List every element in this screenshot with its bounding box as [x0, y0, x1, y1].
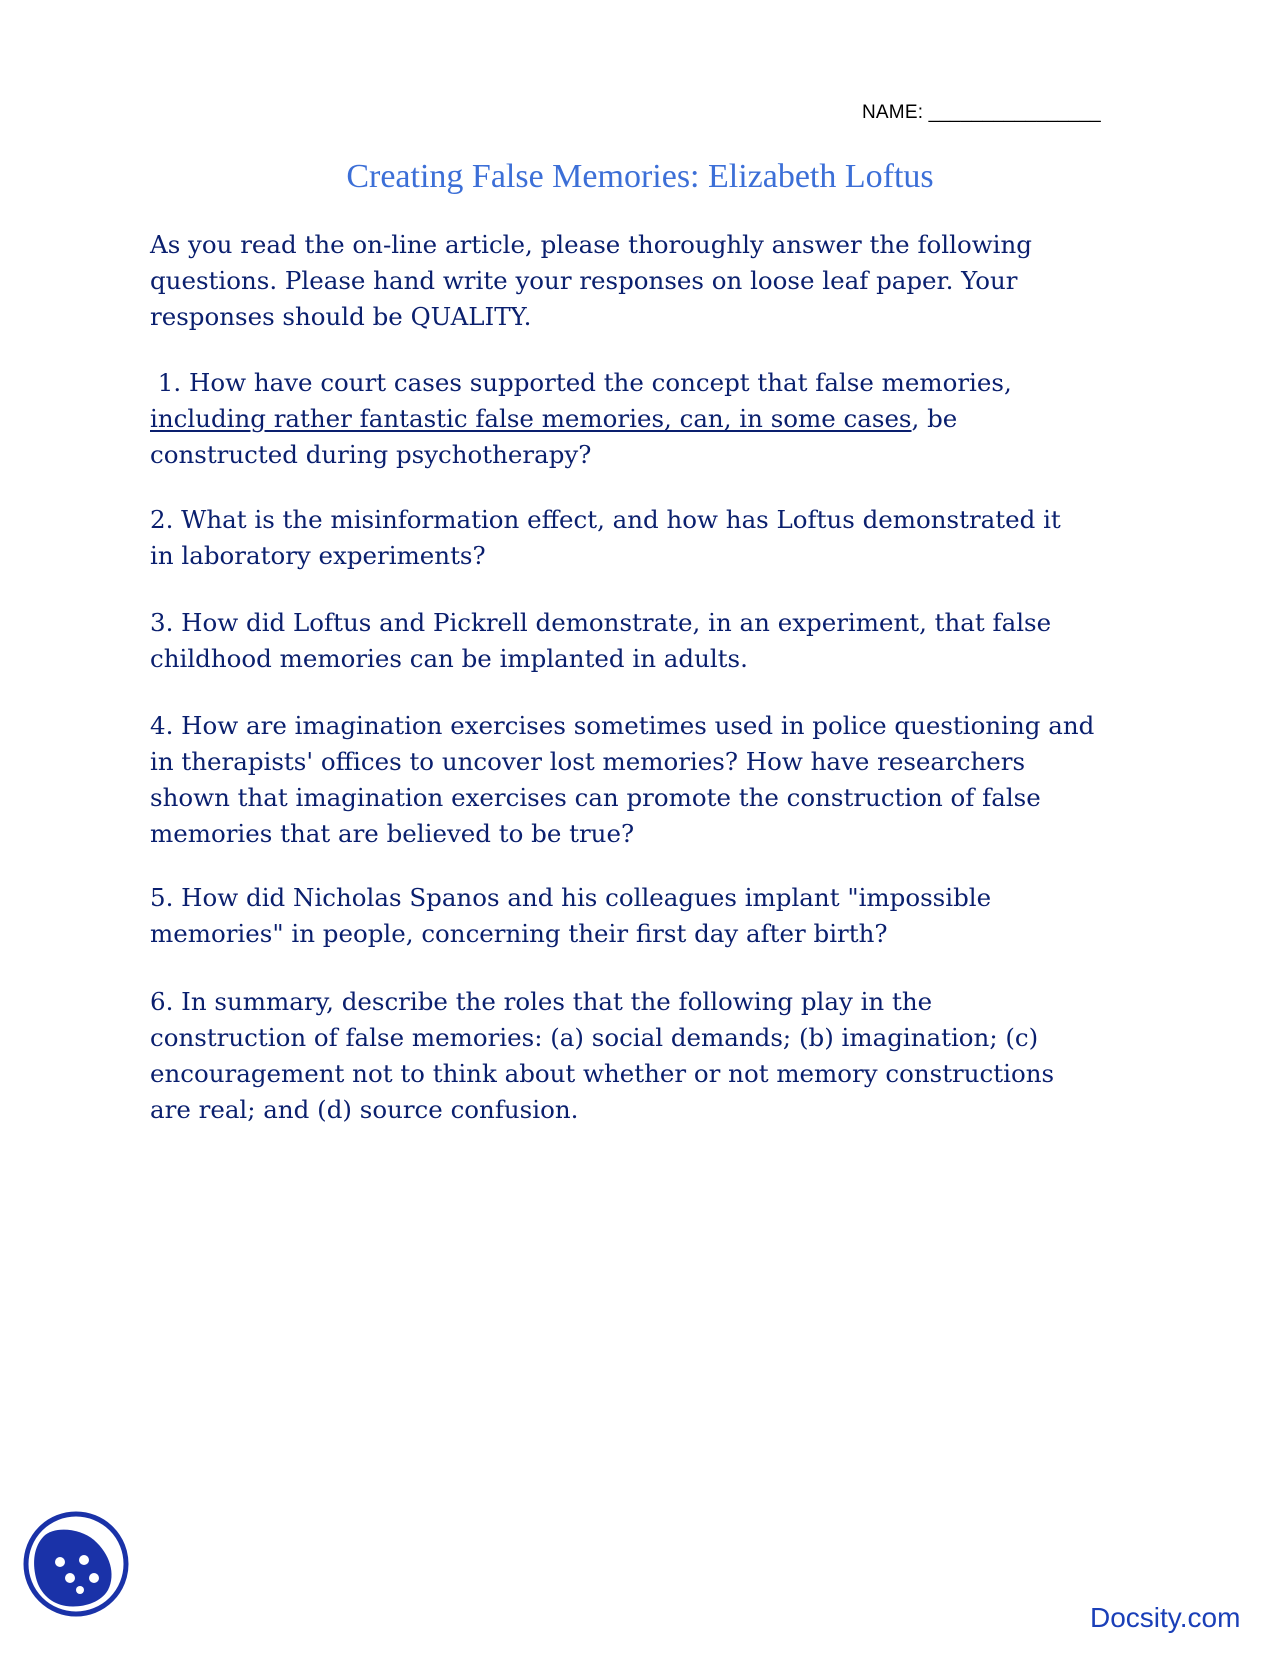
question-6-line: 6. In summary, describe the roles that the following play in the	[150, 987, 933, 1016]
question-2-line: 2. What is the misinformation effect, and how has Loftus demonstrated it	[150, 505, 1061, 534]
docsity-brand-link[interactable]: Docsity.com	[1090, 1602, 1241, 1633]
question-3-line: 3. How did Loftus and Pickrell demonstrate, in an experiment, that false	[150, 608, 1052, 637]
question-1-line: constructed during psychotherapy?	[150, 440, 592, 469]
question-6	[150, 984, 1150, 1128]
question-6-line: construction of false memories: (a) social demands; (b) imagination; (c)	[150, 1023, 1039, 1052]
question-5	[150, 880, 1150, 952]
question-6-line: are real; and (d) source confusion.	[150, 1095, 579, 1124]
intro-line: questions. Please hand write your responses on loose leaf paper. Your	[150, 266, 1018, 295]
docsity-logo-icon	[22, 1510, 130, 1618]
underlined-phrase: including rather fantastic false memories, can, in some cases	[150, 404, 912, 433]
question-4-line: in therapists' offices to uncover lost memories? How have researchers	[150, 747, 1026, 776]
question-4	[150, 708, 1150, 852]
question-3-line: childhood memories can be implanted in adults.	[150, 644, 748, 673]
intro-line: responses should be QUALITY.	[150, 302, 532, 331]
question-1-line: 1. How have court cases supported the concept that false memories,	[150, 368, 1012, 397]
intro-line: As you read the on-line article, please thoroughly answer the following	[150, 230, 1032, 259]
question-4-line: 4. How are imagination exercises sometimes used in police questioning and	[150, 711, 1095, 740]
question-4-line: memories that are believed to be true?	[150, 819, 635, 848]
question-6-line: encouragement not to think about whether or not memory constructions	[150, 1059, 1055, 1088]
question-1	[150, 365, 1150, 473]
name-field-label: NAME: ________________	[862, 102, 1101, 123]
question-4-line: shown that imagination exercises can promote the construction of false	[150, 783, 1041, 812]
document-title: Creating False Memories: Elizabeth Loftus	[346, 158, 934, 195]
question-3	[150, 605, 1150, 677]
question-5-line: 5. How did Nicholas Spanos and his colleagues implant "impossible	[150, 883, 992, 912]
question-5-line: memories" in people, concerning their first day after birth?	[150, 919, 888, 948]
question-2-line: in laboratory experiments?	[150, 541, 486, 570]
question-1-line	[150, 401, 1150, 437]
question-2	[150, 502, 1150, 574]
intro-paragraph	[150, 227, 1150, 335]
question-1-line-rest: , be	[911, 404, 958, 433]
